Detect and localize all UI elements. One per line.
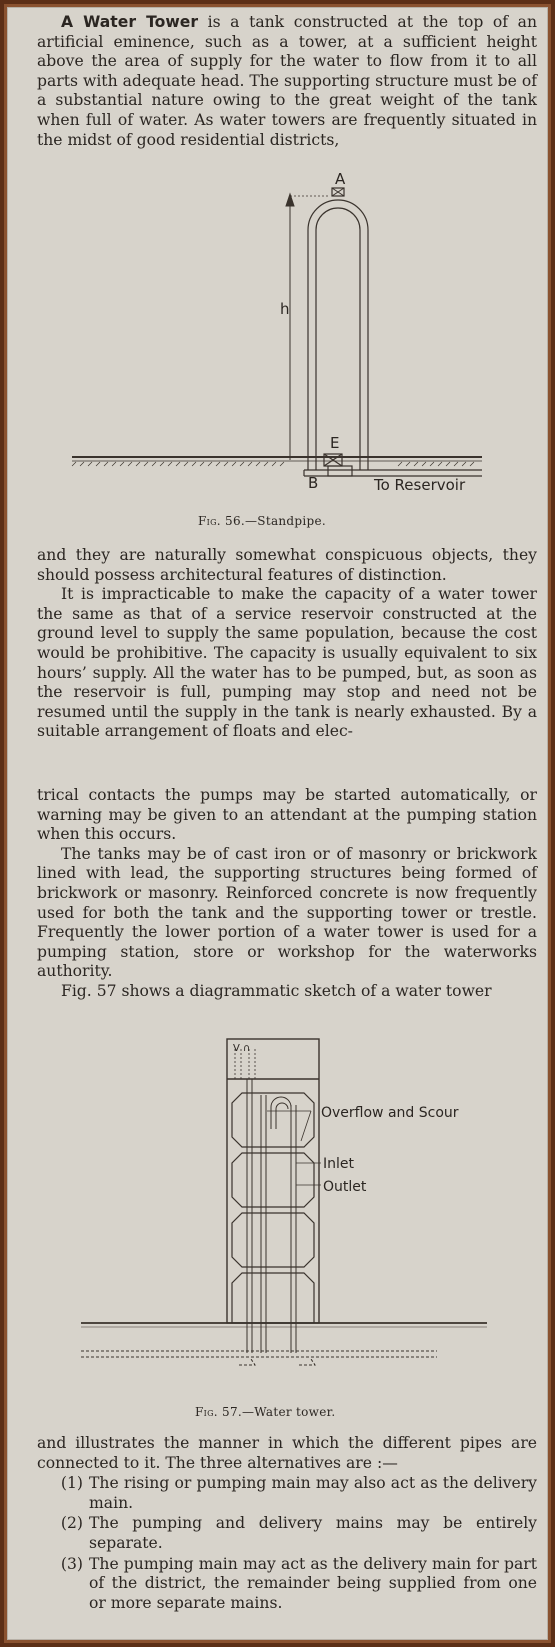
label-b: B [308, 474, 319, 492]
label-h: h [280, 300, 290, 318]
tank-stack [232, 1093, 314, 1323]
label-e: E [330, 434, 340, 452]
figure-57-caption: Fig. 57.—Water tower. [195, 1405, 336, 1419]
list-item: (2) The pumping and delivery mains may be entirely separate. [60, 1514, 537, 1552]
paragraph-3: It is impracticable to make the capacity of a water tower the same as that of a service reservoir constructed at the ground level to supply the same population, because the cost would be prohibitive. The capacity is usually equivalent to six hours’ supply. All the water has to be pumped, but, as soon as the reservoir is full, pumping may stop and need not be resumed until the supply in the tank is nearly exhausted. By a suitable arrangement of floats and elec- [37, 585, 537, 741]
paragraph-4: trical contacts the pumps may be started automatically, or warning may be given to an attendant at the pumping station when this occurs. [37, 786, 537, 844]
body-text-block-2 [37, 786, 537, 1002]
top-mark-icon: V ∩ [233, 1043, 251, 1054]
book-page [7, 7, 548, 1640]
intro-paragraph [37, 13, 537, 150]
tower-outline [227, 1039, 319, 1323]
intro-lead: A Water Tower [61, 13, 199, 31]
paragraph-2: and they are naturally somewhat conspicuous objects, they should possess architectural features of distinction. [37, 546, 537, 584]
underground-mains [81, 1351, 437, 1365]
figure-56-caption: Fig. 56.—Standpipe. [198, 514, 327, 528]
label-outlet: Outlet [323, 1179, 367, 1195]
body-text-block-1 [37, 546, 537, 742]
standpipe-pipe [308, 200, 368, 470]
ground-line-57 [81, 1323, 487, 1327]
label-overflow-and-scour: Overflow and Scour [321, 1105, 459, 1121]
figure-56-standpipe [62, 170, 502, 510]
paragraph-5: The tanks may be of cast iron or of masonry or brickwork lined with lead, the supporting structures being formed of brickwork or masonry. Reinforced concrete is now frequently used for both the tank and the supporting tower or trestle. Frequently the lower portion of a water tower is used for a pumping station, store or workshop for the waterworks authority. [37, 844, 537, 981]
label-to-reservoir: To Reservoir [374, 476, 466, 494]
paragraph-7: and illustrates the manner in which the different pipes are connected to it. The three alternatives are :— [37, 1434, 537, 1472]
label-a: A [335, 170, 346, 188]
leader-lines [267, 1111, 321, 1185]
ground-line [72, 457, 482, 466]
label-inlet: Inlet [323, 1156, 354, 1172]
list-item: (1) The rising or pumping main may also act as the delivery main. [60, 1474, 537, 1512]
intro-text: is a tank constructed at the top of an artificial eminence, such as a tower, at a sufficient height above the area of supply for the water to flow from it to all parts with adequate head. The supporting structure must be of a substantial nature owing to the great weight of the tank when full of water. As water towers are frequently situated in the midst of good residential districts, [37, 13, 538, 149]
tower-pipes [247, 1079, 296, 1353]
figure-57-water-tower [67, 1035, 507, 1405]
body-text-block-3 [37, 1434, 537, 1613]
paragraph-6: Fig. 57 shows a diagrammatic sketch of a water tower [61, 981, 492, 1000]
list-item: (3) The pumping main may act as the delivery main for part of the district, the remainder being supplied from one or more separate mains. [60, 1554, 537, 1612]
